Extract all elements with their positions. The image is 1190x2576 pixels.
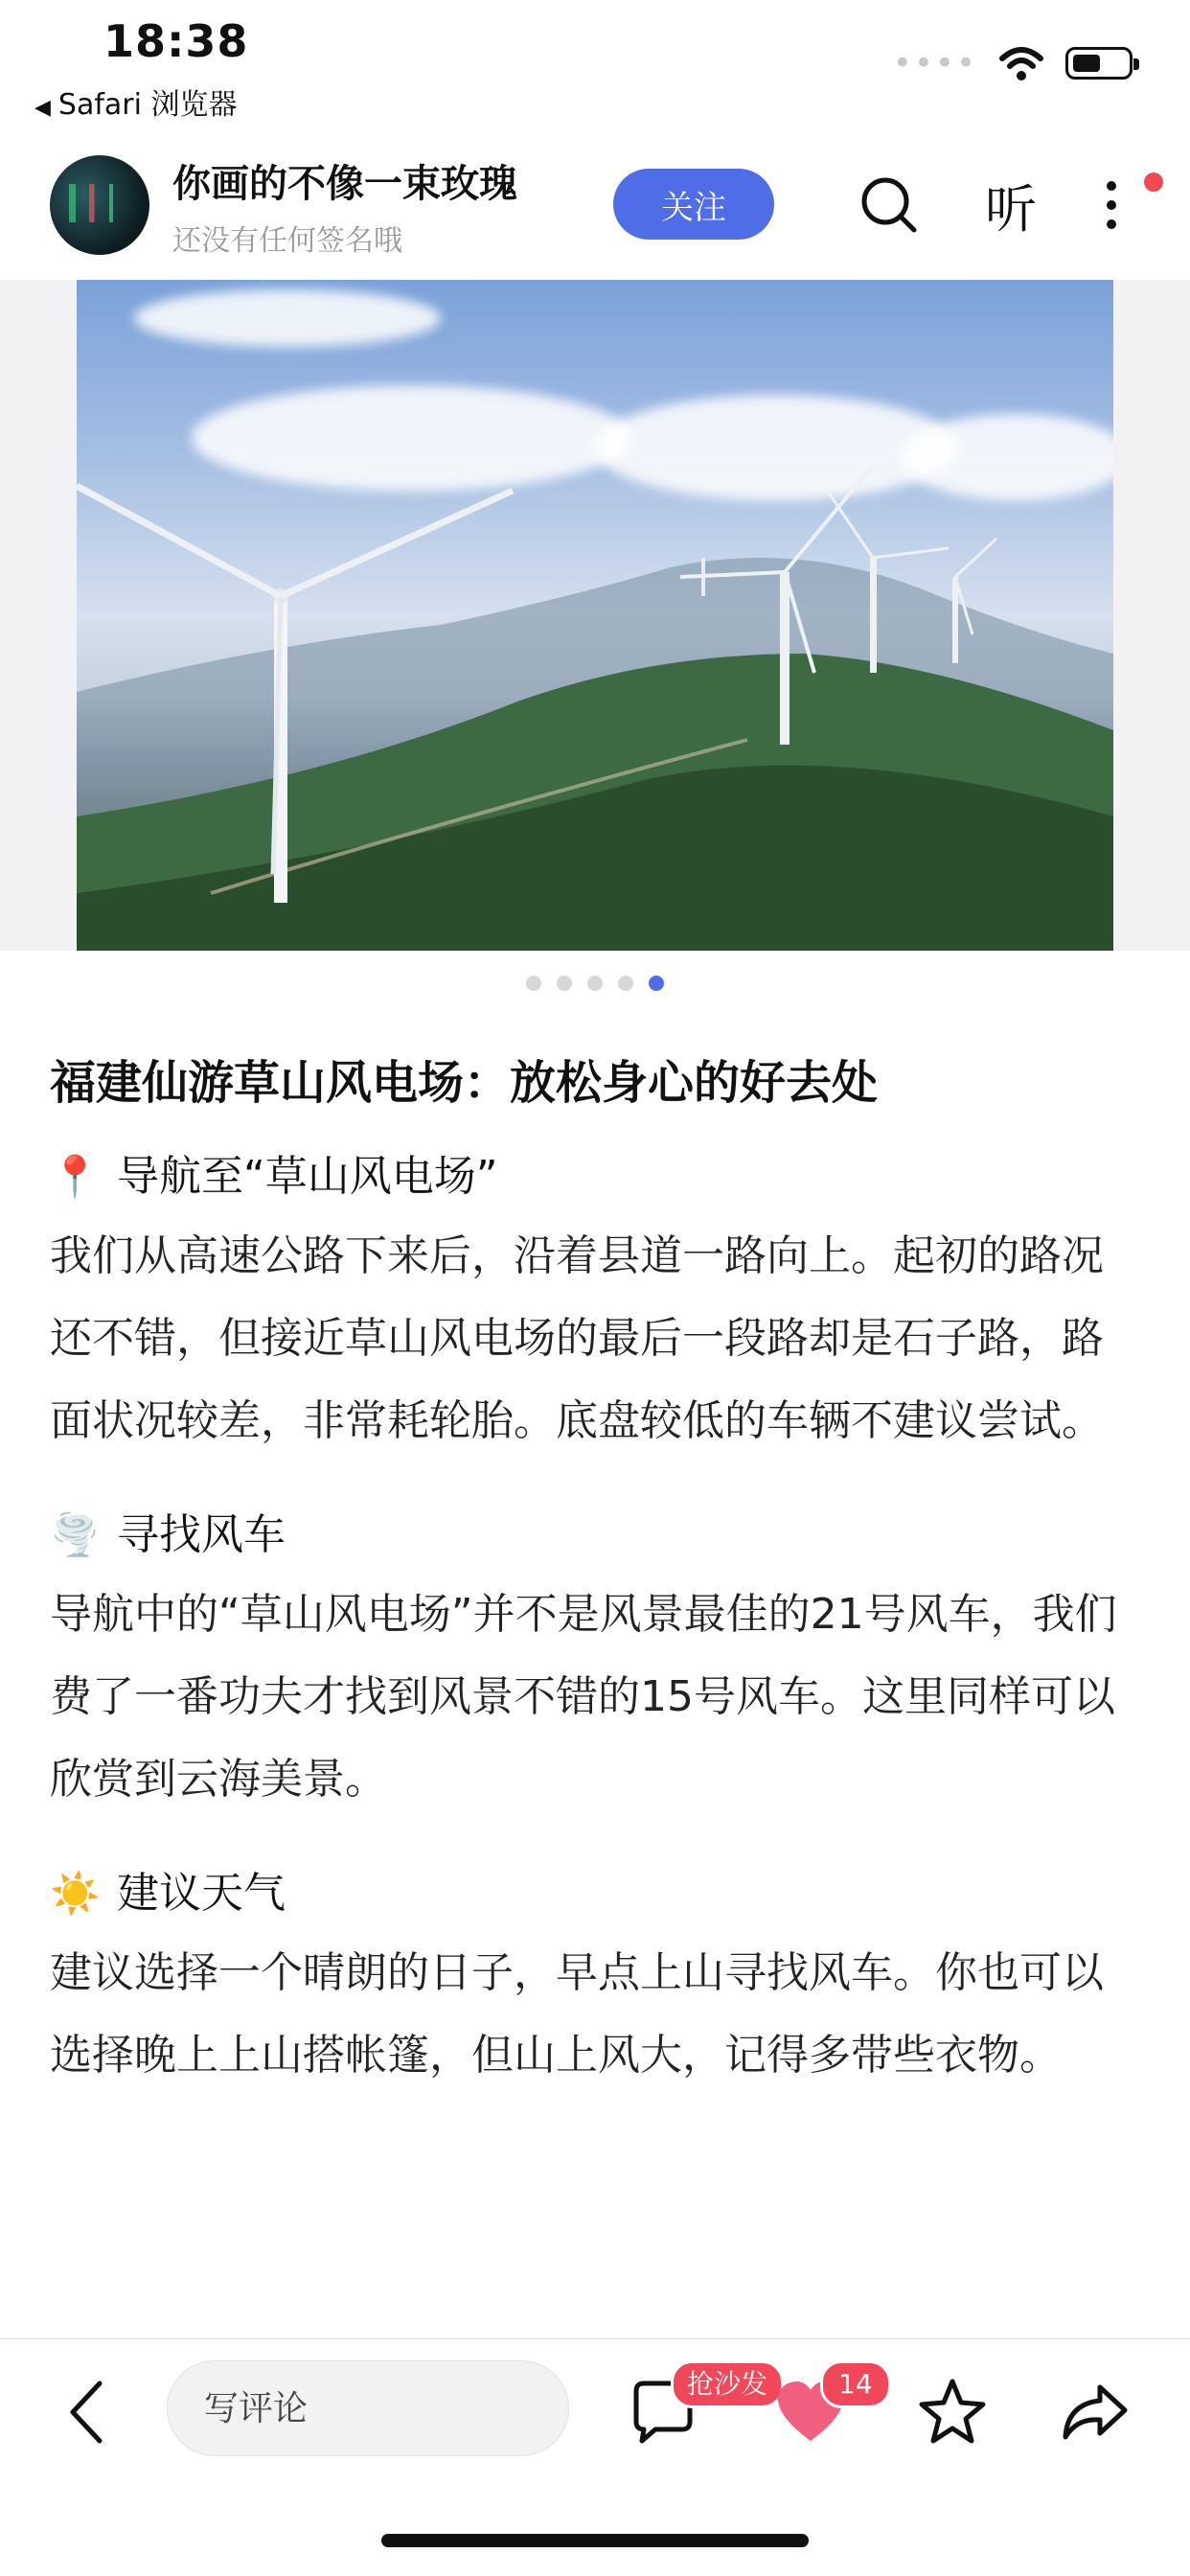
back-to-safari-link[interactable] [34, 80, 238, 123]
section-paragraph: 导航中的“草山风电场”并不是风景最佳的21号风车，我们费了一番功夫才找到风景不错的15号风车。这里同样可以欣赏到云海美景。 [50, 1590, 1117, 1804]
notification-dot [1144, 172, 1163, 192]
carousel-indicator[interactable] [0, 976, 1190, 991]
section-heading-text: 寻找风车 [117, 1510, 286, 1559]
listen-button[interactable]: 听 [985, 178, 1037, 240]
share-button[interactable] [1058, 2374, 1131, 2450]
avatar[interactable] [50, 155, 149, 255]
section-heading [50, 1497, 1142, 1574]
carousel-dot[interactable] [557, 976, 572, 991]
author-name[interactable]: 你画的不像一束玫瑰 [172, 162, 517, 206]
more-dot-icon [1107, 181, 1116, 191]
like-count-badge: 14 [820, 2360, 891, 2408]
search-icon [858, 174, 920, 236]
bottom-action-bar [0, 2338, 1190, 2483]
more-menu-button[interactable] [1092, 169, 1131, 242]
follow-button[interactable]: 关注 [613, 169, 774, 240]
carousel-dot[interactable] [649, 976, 664, 991]
section-paragraph: 我们从高速公路下来后，沿着县道一路向上。起初的路况还不错，但接近草山风电场的最后一段路却是石子路，路面状况较差，非常耗轮胎。底盘较低的车辆不建议尝试。 [50, 1231, 1104, 1445]
tornado-icon: 🌪️ [50, 1511, 101, 1558]
article-section [50, 1138, 1142, 1462]
back-app-label: Safari 浏览器 [57, 88, 238, 122]
home-indicator[interactable] [381, 2534, 809, 2547]
sun-icon: ☀️ [50, 1870, 101, 1917]
favorite-button[interactable] [916, 2374, 989, 2450]
carousel-dot[interactable] [618, 976, 633, 991]
status-indicators [893, 42, 1133, 84]
section-heading-text: 建议天气 [117, 1869, 286, 1918]
back-triangle-icon: ◀ [34, 96, 51, 120]
comment-input[interactable] [167, 2360, 569, 2456]
mountain-landscape [77, 280, 1113, 951]
share-arrow-icon [1058, 2374, 1131, 2450]
carousel-dot[interactable] [526, 976, 541, 991]
more-dot-icon [1107, 200, 1116, 210]
image-carousel[interactable] [0, 280, 1190, 951]
section-heading [50, 1138, 1142, 1215]
status-time: 18:38 [103, 15, 249, 67]
wind-turbine-photo[interactable] [77, 280, 1113, 951]
article-body [50, 1045, 1142, 2131]
more-dot-icon [1107, 219, 1116, 229]
section-heading [50, 1855, 1142, 1932]
back-button[interactable] [63, 2374, 111, 2450]
article-section [50, 1855, 1142, 2097]
sofa-badge: 抢沙发 [671, 2360, 784, 2408]
carousel-dot[interactable] [587, 976, 603, 991]
author-bio: 还没有任何签名哦 [172, 224, 402, 258]
star-icon [916, 2374, 989, 2450]
section-heading-text: 导航至“草山风电场” [117, 1152, 498, 1201]
author-header [0, 144, 1190, 278]
search-button[interactable] [853, 169, 926, 242]
article-title: 福建仙游草山风电场：放松身心的好去处 [50, 1056, 879, 1110]
section-paragraph: 建议选择一个晴朗的日子，早点上山寻找风车。你也可以选择晚上上山搭帐篷，但山上风大，记得多带些衣物。 [50, 1948, 1104, 2080]
battery-icon [1065, 47, 1133, 80]
cellular-signal-icon: •••• [892, 44, 977, 82]
wifi-icon [998, 45, 1044, 81]
chevron-left-icon [63, 2374, 111, 2450]
article-section [50, 1497, 1142, 1821]
pin-icon: 📍 [50, 1153, 101, 1200]
